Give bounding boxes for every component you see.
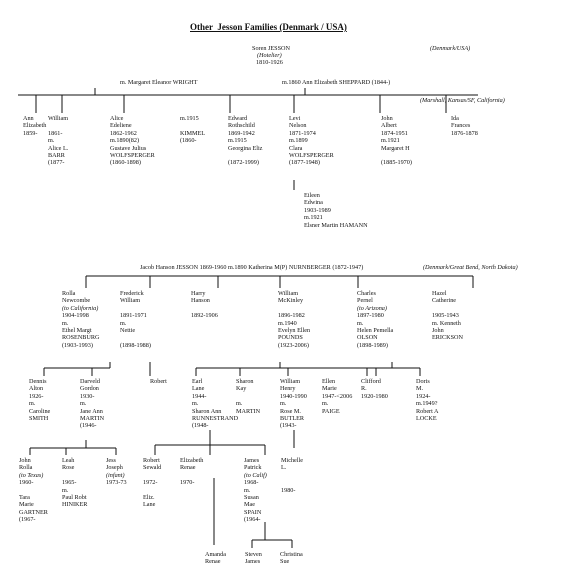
- gen2_children-3-line-0: William: [278, 290, 299, 297]
- gen3-6-line-4: PAIGE: [322, 407, 340, 415]
- eileen-0-line-4: Elsner Martin HAMANN: [304, 221, 368, 229]
- gen5-1-line-0: Steven: [245, 551, 262, 558]
- gen3-0-line-4: Caroline: [29, 407, 51, 415]
- patriarch-occupation: (Hotelier): [257, 52, 282, 59]
- gen2_children-0-line-3: 1904-1998: [62, 312, 89, 320]
- gen4-5-line-1: Patrick: [244, 464, 262, 472]
- gen1_children-1-line-0: William: [48, 115, 69, 122]
- gen4-3-line-5: Eliz.: [143, 494, 155, 501]
- gen1_children-5-line-2: 1871-1974: [289, 129, 316, 137]
- gen3-1-line-6: (1946-: [80, 422, 97, 430]
- gen4-4-line-1: Renae: [180, 464, 196, 472]
- gen4-3-line-1: Sewald: [143, 464, 162, 472]
- gen1_children-1-line-2: 1861-: [48, 129, 63, 137]
- gen3-7-line-1: R.: [361, 385, 367, 393]
- gen1_children-1-line-6: (1877-: [48, 159, 65, 167]
- gen3-5-line-4: Rose M.: [280, 407, 301, 415]
- gen3-1-line-5: MARTIN: [80, 415, 105, 422]
- gen4-2-line-1: Joseph: [106, 464, 123, 472]
- gen5-1-line-1: James: [245, 558, 261, 566]
- gen3-5-line-3: m.: [280, 400, 287, 408]
- gen3-1-line-0: Darveld: [80, 378, 100, 385]
- gen4-1-line-1: Rose: [62, 464, 75, 472]
- gen2_children-5-line-4: m. Kenneth: [432, 319, 461, 327]
- eileen-0-line-2: 1903-1989: [304, 206, 331, 214]
- gen2_children-1-line-4: m.: [120, 319, 127, 327]
- gen2_children-3-line-7: (1923-2006): [278, 341, 309, 349]
- gen3-5-line-6: (1943-: [280, 422, 297, 430]
- gen3-3-line-3: m.: [192, 400, 199, 408]
- gen2_children-1-line-7: (1898-1988): [120, 341, 151, 349]
- gen2_children-1-line-5: Nettie: [120, 327, 136, 334]
- gen5-0-line-0: Amanda: [205, 551, 226, 558]
- gen3-8-line-1: M.: [416, 385, 424, 393]
- gen3-5-line-1: Henry: [280, 385, 296, 393]
- gen2_children-5-line-1: Catherine: [432, 297, 457, 305]
- gen1_children-1-line-4: Alice L.: [48, 144, 69, 152]
- gen2-place: (Denmark/Great Bend, North Dakota): [423, 264, 518, 271]
- gen2_children-0-line-4: m.: [62, 319, 69, 327]
- gen4-5-line-8: (1964-: [244, 516, 261, 524]
- gen1_children-4-line-4: Georgina Eliz: [228, 144, 263, 152]
- spouse-2-place: (Marshall, Kansas/SF, California): [420, 97, 505, 104]
- gen4-3-line-6: Lane: [143, 501, 156, 509]
- patriarch-dates: 1810-1926: [256, 59, 283, 66]
- eileen-0-line-1: Edwina: [304, 199, 323, 207]
- gen4-0-line-8: (1967-: [19, 516, 36, 524]
- gen4-6-line-4: 1980-: [281, 486, 296, 494]
- gen4-0-line-3: 1960-: [19, 479, 34, 487]
- gen4-0-line-5: Tara: [19, 494, 30, 501]
- gen3-4-line-1: Kay: [236, 385, 247, 393]
- gen2_children-2-line-1: Hanson: [191, 297, 210, 305]
- gen2_children-3-line-6: POUNDS: [278, 334, 303, 342]
- spouse-1: m. Margaret Eleanor WRIGHT: [120, 79, 198, 86]
- page-title: Other Jesson Families (Denmark / USA): [190, 22, 347, 32]
- gen5-2-line-0: Christina: [280, 551, 303, 558]
- gen2_children-1-line-1: William: [120, 297, 141, 305]
- gen2_children-4-line-3: 1897-1980: [357, 312, 384, 320]
- gen1_children-4-line-1: Rothschild: [228, 122, 255, 130]
- gen3-7-line-0: Clifford: [361, 378, 381, 385]
- gen4-5-line-6: Mae: [244, 501, 255, 509]
- gen1_children-5-line-5: WOLFSPERGER: [289, 152, 334, 159]
- gen5-0-line-1: Renae: [205, 558, 221, 566]
- gen2_children-3-line-3: 1896-1982: [278, 312, 305, 320]
- gen2_children-1-line-3: 1891-1971: [120, 312, 147, 320]
- gen3-0-line-0: Dennis: [29, 378, 47, 385]
- gen3-7-line-2: 1920-1980: [361, 392, 388, 400]
- gen4-2-line-0: Jess: [106, 457, 116, 464]
- spouse-2: m.1860 Ann Elizabeth SHEPPARD (1844-): [282, 79, 391, 86]
- gen3-3-line-6: (1948-: [192, 422, 209, 430]
- eileen-0-line-3: m.1921: [304, 214, 323, 222]
- gen3-4-line-3: m.: [236, 400, 243, 408]
- gen4-5-line-0: James: [244, 457, 260, 464]
- gen4-4-line-0: Elizabeth: [180, 457, 204, 464]
- gen4-1-line-0: Leah: [62, 457, 75, 464]
- gen4-1-line-6: HINIKER: [62, 501, 88, 509]
- gen3-6-line-0: Ellen: [322, 378, 336, 385]
- gen2_children-4-line-5: Helen Pemella: [357, 327, 394, 334]
- gen3-1-line-2: 1930-: [80, 392, 95, 400]
- gen4-1-line-4: m.: [62, 486, 69, 494]
- gen1_children-4-line-3: m.1915: [228, 137, 247, 145]
- gen3-1-line-3: m.: [80, 400, 87, 408]
- gen4-1-line-5: Paul Robt: [62, 494, 87, 501]
- gen1_children-6-line-2: 1874-1951: [381, 129, 408, 137]
- gen4-0-line-1: Rolla: [19, 464, 33, 472]
- gen3-0-line-1: Alton: [29, 385, 44, 393]
- gen2_children-3-line-5: Evelyn Ellen: [278, 327, 311, 334]
- gen3-4-line-0: Sharon: [236, 378, 254, 385]
- gen4-1-line-3: 1965-: [62, 479, 77, 487]
- gen1_children-4-line-0: Edward: [228, 115, 248, 122]
- gen1_children-4-line-6: (1872-1999): [228, 159, 259, 167]
- gen1_children-6-line-3: m.1921: [381, 137, 400, 145]
- gen1_children-5-line-3: m.1899: [289, 137, 308, 145]
- gen3-8-line-3: m.1949?: [416, 400, 438, 408]
- gen3-3-line-5: RUNNESTRAND: [192, 415, 239, 422]
- gen4-5-line-4: m.: [244, 486, 251, 494]
- gen2_children-3-line-4: m.1940: [278, 319, 297, 327]
- gen4-0-line-0: John: [19, 457, 31, 464]
- gen4-3-line-0: Robert: [143, 457, 160, 464]
- gen3-3-line-0: Earl: [192, 378, 203, 385]
- gen4-2-line-2: (infant): [106, 471, 125, 479]
- gen4-5-line-2: (to Calif): [244, 471, 267, 479]
- gen2_children-4-line-6: OLSON: [357, 334, 378, 342]
- origin-place: (Denmark/USA): [430, 45, 471, 52]
- gen3-5-line-0: William: [280, 378, 301, 385]
- gen2_children-4-line-0: Charles: [357, 290, 376, 297]
- gen2_children-0-line-5: Ethel Margt: [62, 327, 92, 334]
- gen2_children-5-line-0: Hazel: [432, 290, 447, 297]
- gen4-3-line-3: 1972-: [143, 479, 158, 487]
- gen1_children-2-line-5: WOLFSPERGER: [110, 152, 155, 159]
- gen5-2-line-1: Sue: [280, 558, 290, 566]
- gen2_children-0-line-7: (1903-1993): [62, 341, 93, 349]
- gen3-8-line-5: LOCKE: [416, 415, 437, 422]
- gen2_children-2-line-3: 1892-1906: [191, 312, 218, 320]
- gen1_children-2-line-4: Gustave Julius: [110, 144, 147, 152]
- gen2-header: Jacob Hanson JESSON 1869-1960 m.1890 Katherina M(P) NURNBERGER (1872-1947): [140, 264, 364, 271]
- gen3-3-line-2: 1944-: [192, 392, 207, 400]
- gen1_children-6-line-4: Margaret H: [381, 144, 410, 152]
- gen2_children-5-line-6: ERICKSON: [432, 334, 463, 342]
- gen3-8-line-0: Doris: [416, 378, 430, 385]
- gen4-6-line-0: Michelle: [281, 457, 303, 464]
- gen4-0-line-7: GARTNER: [19, 508, 48, 516]
- gen3-0-line-3: m.: [29, 400, 36, 408]
- gen3-6-line-3: m.: [322, 400, 329, 408]
- gen2_children-5-line-3: 1905-1943: [432, 312, 459, 320]
- gen2_children-4-line-2: (to Arizona): [357, 304, 387, 312]
- gen1_children-6-line-1: Albert: [381, 122, 397, 130]
- gen2_children-4-line-7: (1898-1989): [357, 341, 388, 349]
- gen2_children-1-line-0: Frederick: [120, 290, 144, 297]
- gen4-0-line-6: Marie: [19, 501, 34, 509]
- gen1_children-5-line-1: Nelson: [289, 122, 307, 130]
- gen1_children-3-line-0: m.1915: [180, 115, 199, 122]
- gen1_children-2-line-1: Edeliene: [110, 122, 132, 130]
- patriarch-name: Soren JESSON: [252, 45, 290, 52]
- gen3-3-line-4: Sharon Ann: [192, 407, 222, 415]
- gen1_children-2-line-0: Alice: [110, 115, 124, 122]
- gen4-4-line-3: 1970-: [180, 479, 195, 487]
- gen4-5-line-7: SPAIN: [244, 508, 262, 516]
- gen2_children-0-line-1: Newcombe: [62, 297, 91, 305]
- eileen-0-line-0: Eileen: [304, 192, 320, 199]
- gen1_children-2-line-6: (1860-1898): [110, 159, 141, 167]
- gen3-0-line-5: SMITH: [29, 415, 49, 422]
- gen1_children-7-line-2: 1876-1878: [451, 129, 478, 137]
- gen2_children-3-line-1: McKinley: [278, 297, 304, 305]
- gen3-8-line-2: 1924-: [416, 392, 431, 400]
- gen2_children-4-line-4: m.: [357, 319, 364, 327]
- gen1_children-5-line-6: (1877-1948): [289, 159, 320, 167]
- gen1_children-6-line-0: John: [381, 115, 393, 122]
- gen3-2-line-0: Robert: [150, 378, 167, 385]
- gen4-2-line-3: 1973-73: [106, 479, 127, 487]
- gen1_children-3-line-2: KIMMEL: [180, 129, 206, 137]
- gen1_children-6-line-6: (1885-1970): [381, 159, 412, 167]
- gen1_children-2-line-2: 1862-1962: [110, 129, 137, 137]
- gen3-5-line-5: BUTLER: [280, 415, 305, 422]
- gen4-5-line-5: Susan: [244, 494, 259, 501]
- gen1_children-0-line-0: Ann: [23, 115, 34, 122]
- gen4-5-line-3: 1968-: [244, 479, 259, 487]
- gen3-1-line-4: Jane Ann: [80, 407, 103, 415]
- gen4-6-line-1: L.: [281, 464, 287, 472]
- gen2_children-5-line-5: John: [432, 327, 444, 334]
- gen1_children-0-line-2: 1859-: [23, 129, 38, 137]
- gen2_children-2-line-0: Harry: [191, 290, 206, 297]
- gen1_children-1-line-3: m.: [48, 137, 55, 145]
- gen2_children-4-line-1: Pernel: [357, 297, 373, 305]
- gen1_children-0-line-1: Elizabeth: [23, 122, 47, 130]
- gen3-5-line-2: 1940-1990: [280, 392, 307, 400]
- gen3-6-line-1: Marie: [322, 385, 337, 393]
- gen1_children-7-line-1: Frances: [451, 122, 471, 130]
- gen3-8-line-4: Robert A: [416, 407, 439, 415]
- gen1_children-2-line-3: m.1890(82): [110, 137, 140, 145]
- gen4-0-line-2: (to Texas): [19, 471, 44, 479]
- gen1_children-7-line-0: Ida: [451, 115, 459, 122]
- gen3-1-line-1: Gordon: [80, 385, 99, 393]
- gen1_children-4-line-2: 1869-1942: [228, 129, 255, 137]
- gen1_children-5-line-4: Clara: [289, 144, 303, 152]
- gen3-3-line-1: Lane: [192, 385, 205, 393]
- gen3-0-line-2: 1926-: [29, 392, 44, 400]
- gen2_children-0-line-2: (to California): [62, 304, 99, 312]
- gen3-4-line-4: MARTIN: [236, 407, 261, 415]
- gen2_children-0-line-0: Rolla: [62, 290, 76, 297]
- gen3-6-line-2: 1947-<2006: [322, 392, 353, 400]
- gen2_children-0-line-6: ROSENBURG: [62, 334, 100, 342]
- gen1_children-1-line-5: BARR: [48, 152, 65, 159]
- gen1_children-5-line-0: Levi: [289, 115, 301, 122]
- gen1_children-3-line-3: (1860-: [180, 137, 197, 145]
